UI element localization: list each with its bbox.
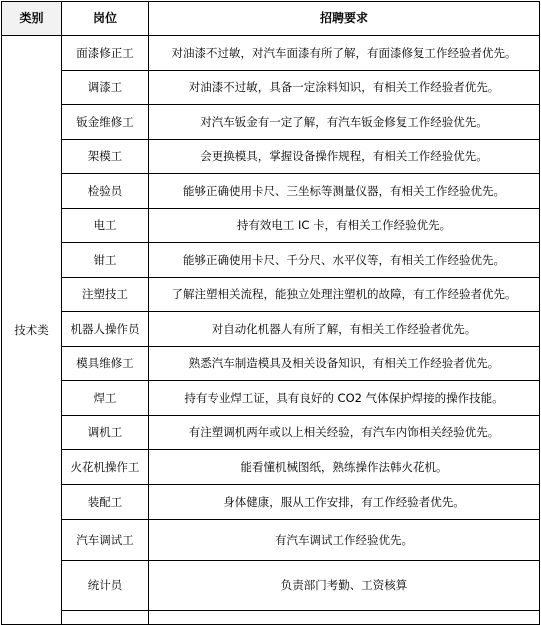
table-row bbox=[2, 71, 540, 105]
table-row bbox=[2, 174, 540, 209]
position-cell-empty bbox=[62, 611, 149, 625]
position-cell: 机器人操作员 bbox=[62, 312, 149, 347]
table-row bbox=[2, 416, 540, 450]
requirement-cell: 能看懂机械图纸，熟练操作法韩火花机。 bbox=[149, 450, 540, 485]
table-row bbox=[2, 36, 540, 71]
requirement-cell: 熟悉汽车制造模具及相关设备知识，有相关工作经验者优先。 bbox=[149, 347, 540, 381]
table-row bbox=[2, 450, 540, 485]
table-row bbox=[2, 347, 540, 381]
position-cell: 模具维修工 bbox=[62, 347, 149, 381]
header-row bbox=[2, 2, 540, 36]
requirement-cell: 身体健康，服从工作安排，有工作经验者优先。 bbox=[149, 485, 540, 520]
table-row bbox=[2, 381, 540, 416]
position-cell: 架模工 bbox=[62, 140, 149, 174]
table-row bbox=[2, 485, 540, 520]
position-cell: 焊工 bbox=[62, 381, 149, 416]
table-row-partial bbox=[2, 611, 540, 625]
requirement-cell: 能够正确使用卡尺、三坐标等测量仪器，有相关工作经验优先。 bbox=[149, 174, 540, 209]
position-cell: 电工 bbox=[62, 209, 149, 243]
requirement-cell: 对自动化机器人有所了解，有相关工作经验者优先。 bbox=[149, 312, 540, 347]
position-cell: 调漆工 bbox=[62, 71, 149, 105]
header-requirements: 招聘要求 bbox=[149, 2, 540, 36]
table-row bbox=[2, 209, 540, 243]
position-cell: 汽车调试工 bbox=[62, 520, 149, 561]
requirement-cell: 负责部门考勤、工资核算 bbox=[149, 561, 540, 611]
header-position: 岗位 bbox=[62, 2, 149, 36]
position-cell: 装配工 bbox=[62, 485, 149, 520]
requirement-cell: 能够正确使用卡尺、千分尺、水平仪等，有相关工作经验优先。 bbox=[149, 243, 540, 278]
requirement-cell: 持有效电工 IC 卡，有相关工作经验优先。 bbox=[149, 209, 540, 243]
position-cell: 钳工 bbox=[62, 243, 149, 278]
table-row bbox=[2, 140, 540, 174]
table-row bbox=[2, 312, 540, 347]
requirement-cell: 了解注塑相关流程，能独立处理注塑机的故障，有工作经验者优先。 bbox=[149, 278, 540, 312]
requirement-cell: 对油漆不过敏，对汽车面漆有所了解，有面漆修复工作经验者优先。 bbox=[149, 36, 540, 71]
recruitment-table bbox=[1, 1, 540, 625]
table-row bbox=[2, 278, 540, 312]
position-cell: 火花机操作工 bbox=[62, 450, 149, 485]
header-category: 类别 bbox=[2, 2, 62, 36]
position-cell: 调机工 bbox=[62, 416, 149, 450]
table-row bbox=[2, 561, 540, 611]
requirement-cell: 持有专业焊工证，具有良好的 CO2 气体保护焊接的操作技能。 bbox=[149, 381, 540, 416]
position-cell: 钣金维修工 bbox=[62, 105, 149, 140]
table-row bbox=[2, 520, 540, 561]
requirement-cell: 会更换模具，掌握设备操作规程，有相关工作经验优先。 bbox=[149, 140, 540, 174]
category-cell: 技术类 bbox=[2, 36, 62, 625]
table-row bbox=[2, 243, 540, 278]
position-cell: 注塑技工 bbox=[62, 278, 149, 312]
position-cell: 检验员 bbox=[62, 174, 149, 209]
position-cell: 统计员 bbox=[62, 561, 149, 611]
requirement-cell: 对汽车钣金有一定了解，有汽车钣金修复工作经验优先。 bbox=[149, 105, 540, 140]
requirement-cell: 对油漆不过敏，具备一定涂料知识，有相关工作经验者优先。 bbox=[149, 71, 540, 105]
requirement-cell-empty bbox=[149, 611, 540, 625]
requirement-cell: 有汽车调试工作经验优先。 bbox=[149, 520, 540, 561]
requirement-cell: 有注塑调机两年或以上相关经验，有汽车内饰相关经验优先。 bbox=[149, 416, 540, 450]
position-cell: 面漆修正工 bbox=[62, 36, 149, 71]
table-row bbox=[2, 105, 540, 140]
